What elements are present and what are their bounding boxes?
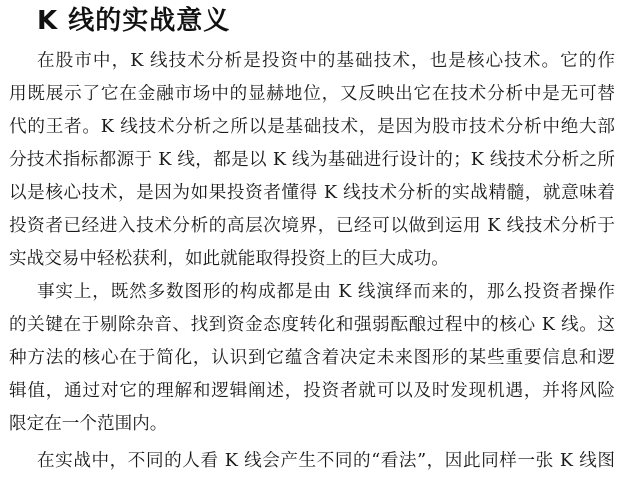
page-title: K 线的实战意义 (37, 6, 231, 36)
text-line: 代的王者。K 线技术分析之所以是基础技术，是因为股市技术分析中绝大部 (9, 117, 615, 137)
text-line: 用既展示了它在金融市场中的显赫地位，又反映出它在技术分析中是无可替 (9, 84, 615, 104)
text-line: 在实战中，不同的人看 K 线会产生不同的“看法”，因此同样一张 K 线图 (37, 451, 615, 471)
text-line: 限定在一个范围内。 (9, 414, 168, 434)
text-line: 以是核心技术，是因为如果投资者懂得 K 线技术分析的实战精髓，就意味着 (9, 183, 615, 203)
text-line: 在股市中，K 线技术分析是投资中的基础技术，也是核心技术。它的作 (37, 51, 615, 71)
text-line: 分技术指标都源于 K 线，都是以 K 线为基础进行设计的；K 线技术分析之所 (9, 150, 615, 170)
text-line: 投资者已经进入技术分析的高层次境界，已经可以做到运用 K 线技术分析于 (9, 216, 615, 236)
text-line: 实战交易中轻松获利，如此就能取得投资上的巨大成功。 (9, 249, 449, 269)
text-line: 的关键在于剔除杂音、找到资金态度转化和强弱酝酿过程中的核心 K 线。这 (9, 315, 615, 335)
text-line: 种方法的核心在于简化，认识到它蕴含着决定未来图形的某些重要信息和逻 (9, 348, 615, 368)
text-line: 事实上，既然多数图形的构成都是由 K 线演绎而来的，那么投资者操作 (37, 282, 615, 302)
text-line: 辑值，通过对它的理解和逻辑阐述，投资者就可以及时发现机遇，并将风险 (9, 381, 615, 401)
